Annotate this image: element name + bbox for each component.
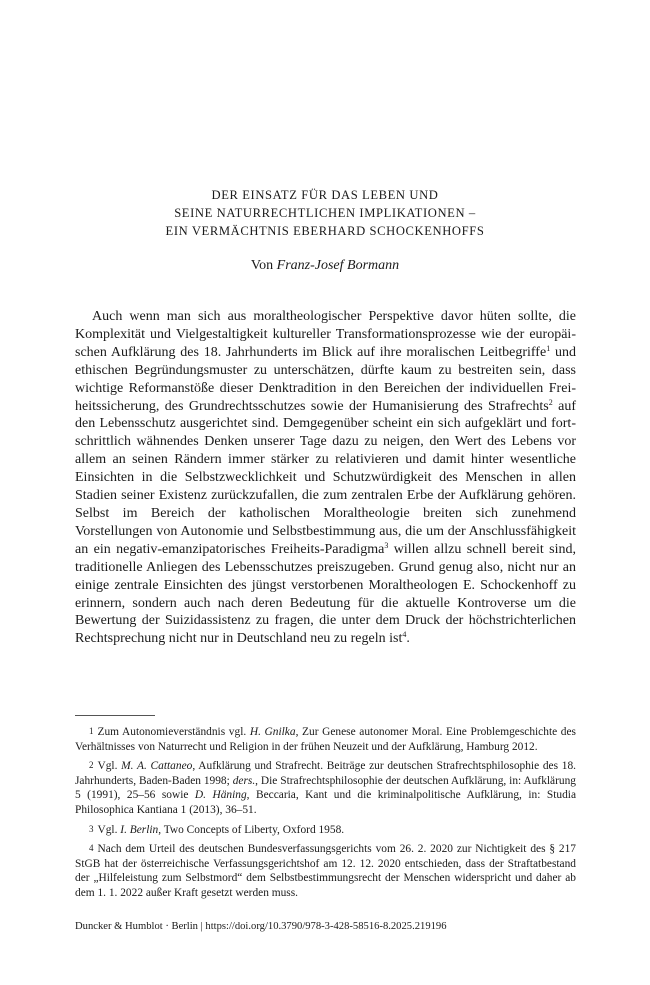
author-name: Franz-Josef Bormann: [276, 258, 400, 273]
footnote-ref-3[interactable]: 3: [384, 540, 389, 550]
footnote-text: Vgl.: [97, 760, 122, 773]
footnote-author: H. Gnilka: [249, 726, 296, 738]
footnote-number: 1: [89, 726, 94, 736]
footnote-author: ders.: [232, 774, 256, 787]
footnote-text: Nach dem Urteil des deutschen Bundesverfassungsgerichts vom 26. 2. 2020 zur Nichtigkeit des § 217 StGB hat der österreichische Verfassungsgerichtshof am 12. 12. 2020 entschieden, dass der Straftatbestand der „Hilfeleistung zum Selbstmord“ dem Selbstbestimmungsrecht der Menschen widerspricht und daher ab dem 1. 1. 2022 außer Kraft gesetzt werden muss.: [75, 843, 576, 899]
footnote-ref-2[interactable]: 2: [548, 397, 553, 407]
footnote-text: , Zur Genese autonomer Moral. Eine Problemgeschichte des Verhältnisses von Naturrecht und Religion in der frühen Neuzeit und der Aufklärung, Hamburg 2012.: [75, 726, 576, 753]
footnote-text: Vgl.: [97, 823, 121, 836]
footnote-author: I. Berlin: [120, 823, 159, 836]
footnote-text: , Aufklärung und Strafrecht. Beiträge zur deutschen Strafrechtsphilosophie des 18. Jahrhunderts, Baden-Baden 1998;: [75, 760, 576, 787]
title-line-1: DER EINSATZ FÜR DAS LEBEN UND: [211, 188, 439, 202]
title-line-2: SEINE NATURRECHTLICHEN IMPLIKATIONEN –: [174, 206, 476, 220]
title-line-3: EIN VERMÄCHTNIS EBERHARD SCHOCKENHOFFS: [165, 224, 485, 238]
text-segment-2: und ethischen Begründungsmuster zu unterschätzen, dürfte kaum zu bestreiten sein, dass wichtige Reformanstöße dieser Denktradition in den Bereichen der individuellen Freiheitssicherung, des Grundrechtsschutzes sowie der Humanisierung des Strafrechts: [75, 344, 576, 414]
author-prefix: Von: [250, 258, 274, 273]
text-segment-1: Auch wenn man sich aus moraltheologischer Perspektive davor hüten sollte, die Komplexität und Vielgestaltigkeit kultureller Transformationsprozesse wie der europäischen Aufklärung des 18. Jahrhunderts im Blick auf ihre moralischen Leitbegriffe: [75, 309, 576, 360]
author-line: [60, 258, 590, 274]
footnote-1: [75, 724, 576, 754]
article-title: [60, 186, 590, 240]
footnote-text: Zum Autonomieverständnis vgl.: [97, 726, 250, 738]
footnote-3: [75, 822, 576, 838]
footnote-text: , Two Concepts of Liberty, Oxford 1958.: [158, 823, 345, 836]
main-paragraph: [75, 308, 576, 648]
text-segment-5: .: [406, 631, 410, 647]
text-segment-3: auf den Lebensschutz ausgerichtet sind. Demgegenüber scheint ein sich aufgeklärt und fortschrittlich wähnendes Denken unserer Tage dazu zu neigen, den Wert des Lebens vor allem an seinen Rändern immer stärker zu relativieren und damit hinter wesentliche Einsichten in die Selbstzwecklichkeit und Schutzwürdigkeit des Menschen in allen Stadien seiner Existenz zurückzufallen, die zum zentralen Erbe der Aufklärung gehören. Selbst im Bereich der katholischen Moraltheologie breiten sich zunehmend Vorstellungen von Autonomie und Selbstbestimmung aus, die um der Anschlussfähigkeit an ein negativ-emanzipatorisches Freiheits-Paradigma: [75, 398, 576, 557]
footnote-number: 2: [89, 760, 94, 771]
footnote-text: , Die Strafrechtsphilosophie der deutschen Aufklärung, in: Aufklärung 5 (1991), 25–56 sowie: [75, 774, 576, 802]
footnote-number: 4: [89, 843, 94, 854]
text-segment-4: willen allzu schnell bereit sind, traditionelle Anliegen des Lebensschutzes preiszugeben. Grund genug also, nicht nur an einige zentrale Einsichten des jüngst verstorbenen Moraltheologen E. Schockenhoff zu erinnern, sondern auch nach deren Bedeutung für die aktuelle Kontroverse um die Bewertung der Suizidassistenz zu fragen, die unter dem Druck der höchstrichterlichen Rechtsprechung nicht nur in Deutschland neu zu regeln ist: [75, 541, 576, 647]
footnote-4: [75, 841, 576, 900]
footnote-number: 3: [89, 823, 94, 834]
footnote-2: [75, 758, 576, 817]
publisher-footer: Duncker & Humblot · Berlin | https://doi.org/10.3790/978-3-428-58516-8.2025.219196: [75, 921, 447, 932]
footnote-ref-1[interactable]: 1: [546, 343, 551, 353]
footnotes: [75, 724, 576, 905]
footnote-author: M. A. Cattaneo: [121, 760, 193, 773]
footnote-text: , Beccaria, Kant und die kriminalpolitische Aufklärung, in: Studia Philosophica Kantiana 1 (2013), 36–51.: [75, 789, 577, 816]
footnote-separator: [75, 715, 155, 716]
footnote-ref-4[interactable]: 4: [402, 630, 407, 640]
footnote-author: D. Häning: [194, 789, 247, 802]
